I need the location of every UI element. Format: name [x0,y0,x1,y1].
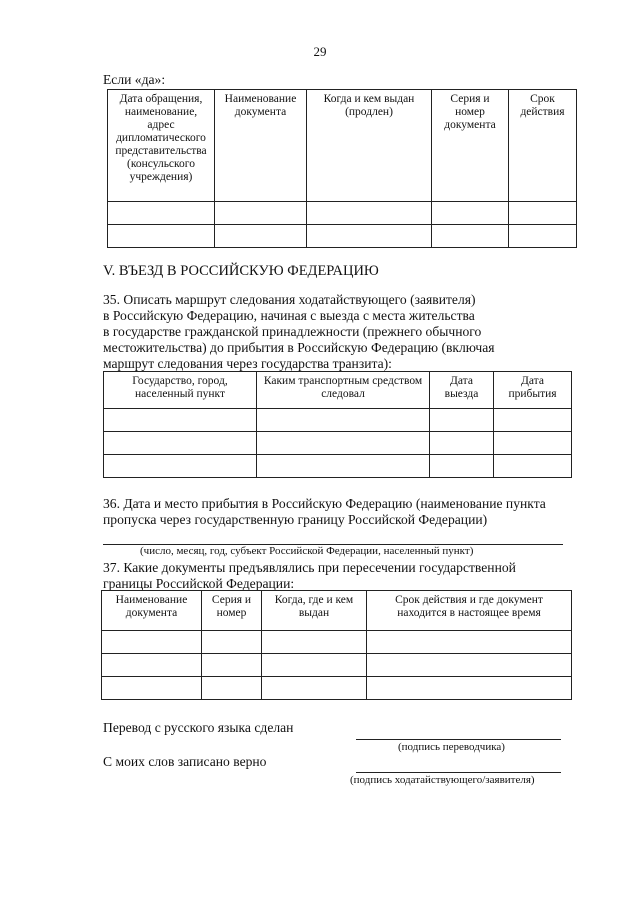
table-cell[interactable] [307,225,432,248]
if-yes-label: Если «да»: [103,72,166,87]
table-cell[interactable] [108,202,215,225]
header-transport: Каким транспортным средством следовал [257,372,430,409]
table-cell[interactable] [257,455,430,478]
table-cell[interactable] [202,677,262,700]
page-number: 29 [313,44,327,59]
table-cell[interactable] [430,432,494,455]
header-country-city: Государство, город, населенный пункт [104,372,257,409]
table-cell[interactable] [307,202,432,225]
table-cell[interactable] [215,225,307,248]
q35-line: в Российскую Федерацию, начиная с выезда с места жительства [103,308,475,323]
q35-line: в государстве гражданской принадлежности (прежнего обычного [103,324,482,339]
table-cell[interactable] [202,631,262,654]
arrival-caption: (число, месяц, год, субъект Российской Федерации, населенный пункт) [140,545,474,557]
table-cell[interactable] [367,677,572,700]
table-cell[interactable] [202,654,262,677]
question-37 [103,560,571,592]
recorded-label: С моих слов записано верно [103,754,267,769]
table-cell[interactable] [494,432,572,455]
table-row [108,225,577,248]
header-document-name: Наименование документа [215,90,307,202]
table-row [102,654,572,677]
table-cell[interactable] [367,631,572,654]
header-validity-location: Срок действия и где документ находится в настоящее время [367,591,572,631]
table-cell[interactable] [509,225,577,248]
question-35 [103,292,571,372]
table-cell[interactable] [257,432,430,455]
table-row [104,432,572,455]
header-arrival-date: Дата прибытия [494,372,572,409]
table-row [104,409,572,432]
q35-line: местожительства) до прибытия в Российскую Федерацию (включая [103,340,495,355]
table-cell[interactable] [494,455,572,478]
table-cell[interactable] [432,225,509,248]
table-cell[interactable] [262,677,367,700]
q37-line: границы Российской Федерации: [103,576,295,591]
translator-signature-line[interactable] [356,739,561,740]
table-cell[interactable] [108,225,215,248]
table-cell[interactable] [430,409,494,432]
table-cell[interactable] [104,432,257,455]
header-validity: Срок действия [509,90,577,202]
table-row [104,455,572,478]
table-cell[interactable] [432,202,509,225]
translation-label: Перевод с русского языка сделан [103,720,294,735]
q37-line: 37. Какие документы предъявлялись при пересечении государственной [103,560,516,575]
table-cell[interactable] [262,631,367,654]
table-cell[interactable] [102,631,202,654]
section-title: V. ВЪЕЗД В РОССИЙСКУЮ ФЕДЕРАЦИЮ [103,263,379,279]
header-issued-by: Когда и кем выдан (продлен) [307,90,432,202]
table-row [102,631,572,654]
consulate-table [107,89,577,248]
route-table [103,371,572,478]
question-36 [103,496,571,528]
q35-line: маршрут следования через государства транзита): [103,356,392,371]
q36-line: пропуска через государственную границу Российской Федерации) [103,512,488,527]
table-cell[interactable] [262,654,367,677]
table-cell[interactable] [102,677,202,700]
table-cell[interactable] [215,202,307,225]
table-cell[interactable] [430,455,494,478]
table-cell[interactable] [494,409,572,432]
header-departure-date: Дата выезда [430,372,494,409]
table-row [108,202,577,225]
table-cell[interactable] [104,455,257,478]
header-issued-where: Когда, где и кем выдан [262,591,367,631]
table-cell[interactable] [257,409,430,432]
applicant-caption: (подпись ходатайствующего/заявителя) [350,774,535,786]
table-cell[interactable] [102,654,202,677]
header-date-address: Дата обращения, наименование, адрес дипломатического представительства (консульского учреждения) [108,90,215,202]
table-row [102,677,572,700]
table-cell[interactable] [367,654,572,677]
translator-caption: (подпись переводчика) [398,741,505,753]
header-document-name: Наименование документа [102,591,202,631]
applicant-signature-line[interactable] [356,772,561,773]
q35-line: 35. Описать маршрут следования ходатайствующего (заявителя) [103,292,476,307]
documents-table [101,590,572,700]
table-cell[interactable] [104,409,257,432]
header-series-number: Серия и номер [202,591,262,631]
table-cell[interactable] [509,202,577,225]
header-series-number: Серия и номер документа [432,90,509,202]
q36-line: 36. Дата и место прибытия в Российскую Федерацию (наименование пункта [103,496,546,511]
